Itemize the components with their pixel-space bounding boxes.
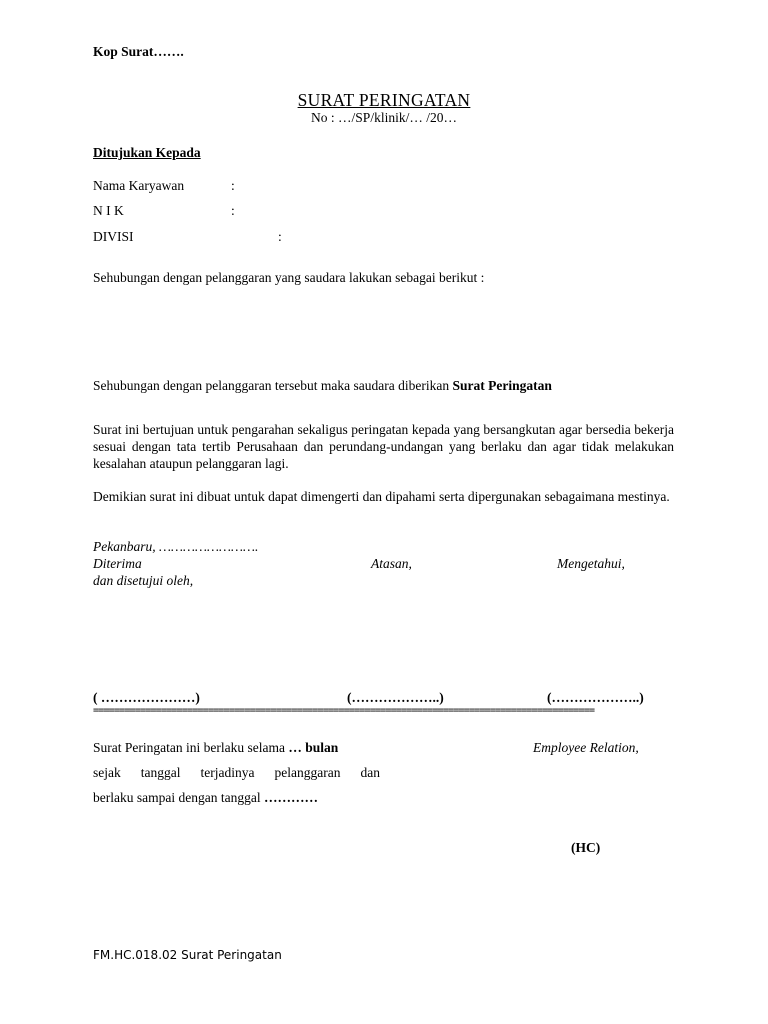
received-label: Diterima: [93, 556, 142, 571]
letterhead-placeholder: Kop Surat…….: [93, 44, 184, 59]
form-code-footer: FM.HC.018.02 Surat Peringatan: [93, 948, 282, 962]
warning-given-line: [93, 378, 552, 394]
warning-given-text: Sehubungan dengan pelanggaran tersebut maka saudara diberikan: [93, 378, 453, 393]
closing-paragraph: Demikian surat ini dibuat untuk dapat dimengerti dan dipahami serta dipergunakan sebagaimana mestinya.: [93, 489, 670, 504]
acknowledged-label: Mengetahui,: [557, 556, 625, 571]
signature-blank-superior: (………………..): [347, 690, 444, 705]
validity-line-2: [93, 765, 380, 781]
field-label-division: DIVISI: [93, 229, 134, 244]
place-date: Pekanbaru, …………………….: [93, 539, 259, 554]
validity-duration: … bulan: [288, 740, 339, 755]
validity-line-1: [93, 740, 338, 756]
validity-text-1: Surat Peringatan ini berlaku selama: [93, 740, 289, 755]
field-colon-division: :: [278, 229, 282, 244]
letter-number: No : …/SP/klinik/… /20…: [311, 110, 457, 125]
signature-blank-acknowledged: (………………..): [547, 690, 644, 705]
validity-text-3: berlaku sampai dengan tanggal: [93, 790, 264, 805]
hc-label: (HC): [571, 840, 601, 855]
purpose-paragraph: Surat ini bertujuan untuk pengarahan sekaligus peringatan kepada yang bersangkutan agar bersedia bekerja sesuai dengan tata tertib Perusahaan dan perundang-undangan yang berlaku dan agar tidak melakukan kesalahan ataupun pelanggaran lagi.: [93, 422, 674, 471]
field-label-employee-name: Nama Karyawan: [93, 178, 185, 193]
separator-line: ================================================================================================: [93, 705, 595, 716]
letter-title: SURAT PERINGATAN: [297, 90, 471, 110]
violation-intro: Sehubungan dengan pelanggaran yang saudara lakukan sebagai berikut :: [93, 270, 485, 285]
recipient-heading: Ditujukan Kepada: [93, 145, 201, 160]
employee-relation-label: Employee Relation,: [533, 740, 639, 755]
signature-blank-received: ( …………………): [93, 690, 200, 705]
field-colon-nik: :: [231, 203, 235, 218]
validity-end-date: …………: [263, 790, 318, 805]
validity-text-2: sejak tanggal terjadinya pelanggaran dan: [93, 765, 380, 780]
received-label-line2: dan disetujui oleh,: [93, 573, 194, 588]
warning-given-bold: Surat Peringatan: [452, 378, 552, 393]
validity-line-3: [93, 790, 318, 806]
field-colon-employee-name: :: [231, 178, 235, 193]
field-label-nik: N I K: [93, 203, 124, 218]
superior-label: Atasan,: [371, 556, 412, 571]
